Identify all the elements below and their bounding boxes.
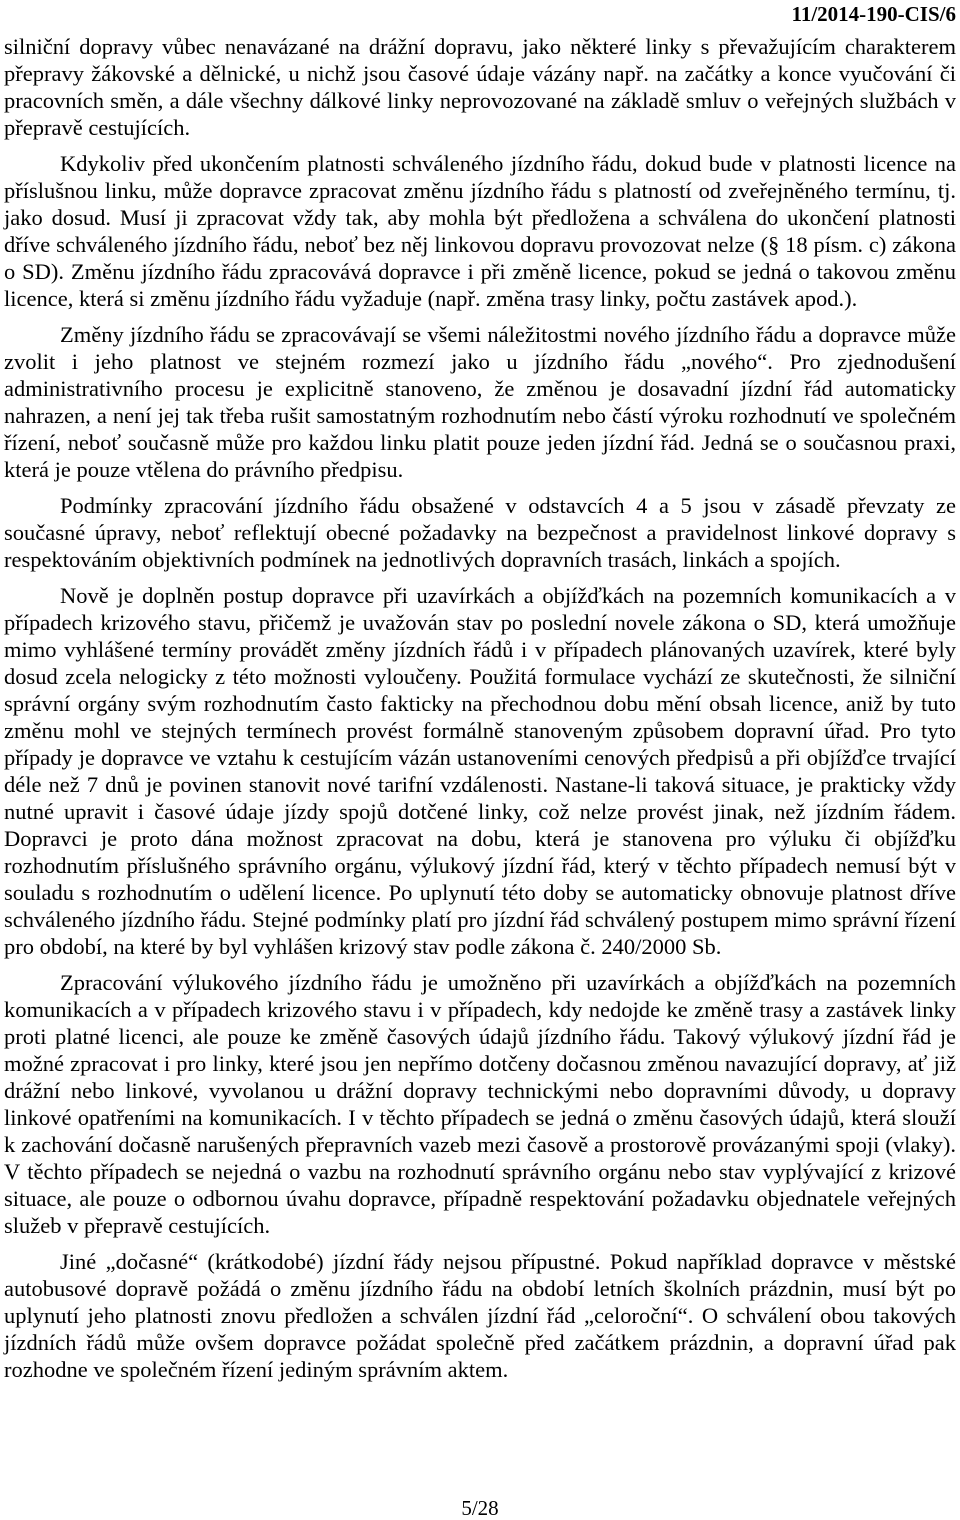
- paragraph-continuation: silniční dopravy vůbec nenavázané na drážní dopravu, jako některé linky s převažujícím charakterem přepravy žákovské a dělnické, u nichž jsou časové údaje vázány např. na začátky a konce vyučování či pracovních směn, a dále všechny dálkové linky neprovozované na základě smluv o veřejných službách v přepravě cestujících.: [4, 34, 956, 140]
- document-body: [4, 33, 956, 1392]
- paragraph-closure-timetable: Zpracování výlukového jízdního řádu je umožněno při uzavírkách a objížďkách na pozemních komunikacích a v případech krizového stavu i v případech, kdy nedojde ke změně trasy a zastávek linky proti platné licenci, ale pouze ke změně časových údajů jízdního řádu. Takový výlukový jízdní řád je možné zpracovat i pro linky, které jsou jen nepřímo dotčeny dočasnou změnou navazující dopravy, ať již drážní nebo linkové, vyvolanou u drážní dopravy technickými nebo dopravními důvody, u dopravy linkové opatřeními na komunikacích. I v těchto případech se jedná o změnu časových údajů, která slouží k zachování dočasně narušených přepravních vazeb mezi časově a prostorově provázanými spoji (vlaky). V těchto případech se nejedná o vazbu na rozhodnutí správního orgánu nebo stav vyplývající z krizové situace, ale pouze o odbornou úvahu dopravce, případně respektování požadavku objednatele veřejných služeb v přepravě cestujících.: [4, 970, 956, 1238]
- paragraph-closures-detours: Nově je doplněn postup dopravce při uzavírkách a objížďkách na pozemních komunikacích a v případech krizového stavu, přičemž je uvažován stav po poslední novele zákona o SD, která umožňuje mimo vyhlášené termíny provádět změny jízdních řádů i v případech plánovaných uzavírek, které byly dosud zcela nelogicky z této možnosti vyloučeny. Použitá formulace vychází ze skutečnosti, že silniční správní orgány svým rozhodnutím často fakticky na přechodnou dobu mění obsah licence, aniž by tuto změnu mohl ve stejných termínech provést formálně stanoveným způsobem dopravní úřad. Pro tyto případy je dopravce ve vztahu k cestujícím vázán ustanoveními cenových předpisů a při objížďce trvající déle než 7 dnů je povinen stanovit nové tarifní vzdálenosti. Nastane-li taková situace, je prakticky vždy nutné upravit i časové údaje jízdy spojů dotčené linky, což nelze provést jinak, než jízdním řádem. Dopravci je proto dána možnost zpracovat na dobu, která je stanovena pro výluku či objížďku rozhodnutím příslušného správního orgánu, výlukový jízdní řád, který v těchto případech nemusí být v souladu s rozhodnutím o udělení licence. Po uplynutí této doby se automaticky obnovuje platnost dříve schváleného jízdního řádu. Stejné podmínky platí pro jízdní řád schválený postupem mimo správní řízení pro období, na které by byl vyhlášen krizový stav podle zákona č. 240/2000 Sb.: [4, 583, 956, 959]
- paragraph-change-requirements: Změny jízdního řádu se zpracovávají se všemi náležitostmi nového jízdního řádu a dopravce může zvolit i jeho platnost ve stejném rozmezí jako u jízdního řádu „nového“. Pro zjednodušení administrativního procesu je explicitně stanoveno, že změnou je dosavadní jízdní řád automaticky nahrazen, a není jej tak třeba rušit samostatným rozhodnutím nebo částí výroku rozhodnutí ve společném řízení, neboť současně může pro každou linku platit pouze jeden jízdní řád. Jedná se o současnou praxi, která je pouze vtělena do právního předpisu.: [4, 322, 956, 482]
- page-number: 5/28: [461, 1496, 499, 1520]
- paragraph-processing-conditions: Podmínky zpracování jízdního řádu obsažené v odstavcích 4 a 5 jsou v zásadě převzaty ze současné úpravy, neboť reflektují obecné požadavky na bezpečnost a pravidelnost linkové dopravy s respektováním objektivních podmínek na jednotlivých dopravních trasách, linkách a spojích.: [4, 493, 956, 572]
- document-id: 11/2014-190-CIS/6: [791, 2, 956, 26]
- paragraph-temporary-timetables: Jiné „dočasné“ (krátkodobé) jízdní řády nejsou přípustné. Pokud například dopravce v městské autobusové dopravě požádá o změnu jízdního řádu na období letních školních prázdnin, musí být po uplynutí jeho platnosti znovu předložen a schválen jízdní řád „celoroční“. O schválení obou takových jízdních řádů může ovšem dopravce požádat společně před začátkem prázdnin, a dopravní úřad pak rozhodne ve společném řízení jediným správním aktem.: [4, 1249, 956, 1382]
- paragraph-timetable-change: Kdykoliv před ukončením platnosti schváleného jízdního řádu, dokud bude v platnosti licence na příslušnou linku, může dopravce zpracovat změnu jízdního řádu s platností od zveřejněného termínu, tj. jako dosud. Musí ji zpracovat vždy tak, aby mohla být předložena a schválena do ukončení platnosti dříve schváleného jízdního řádu, neboť bez něj linkovou dopravu provozovat nelze (§ 18 písm. c) zákona o SD). Změnu jízdního řádu zpracovává dopravce i při změně licence, pokud se jedná o takovou změnu licence, která si změnu jízdního řádu vyžaduje (např. změna trasy linky, počtu zastávek apod.).: [4, 151, 956, 311]
